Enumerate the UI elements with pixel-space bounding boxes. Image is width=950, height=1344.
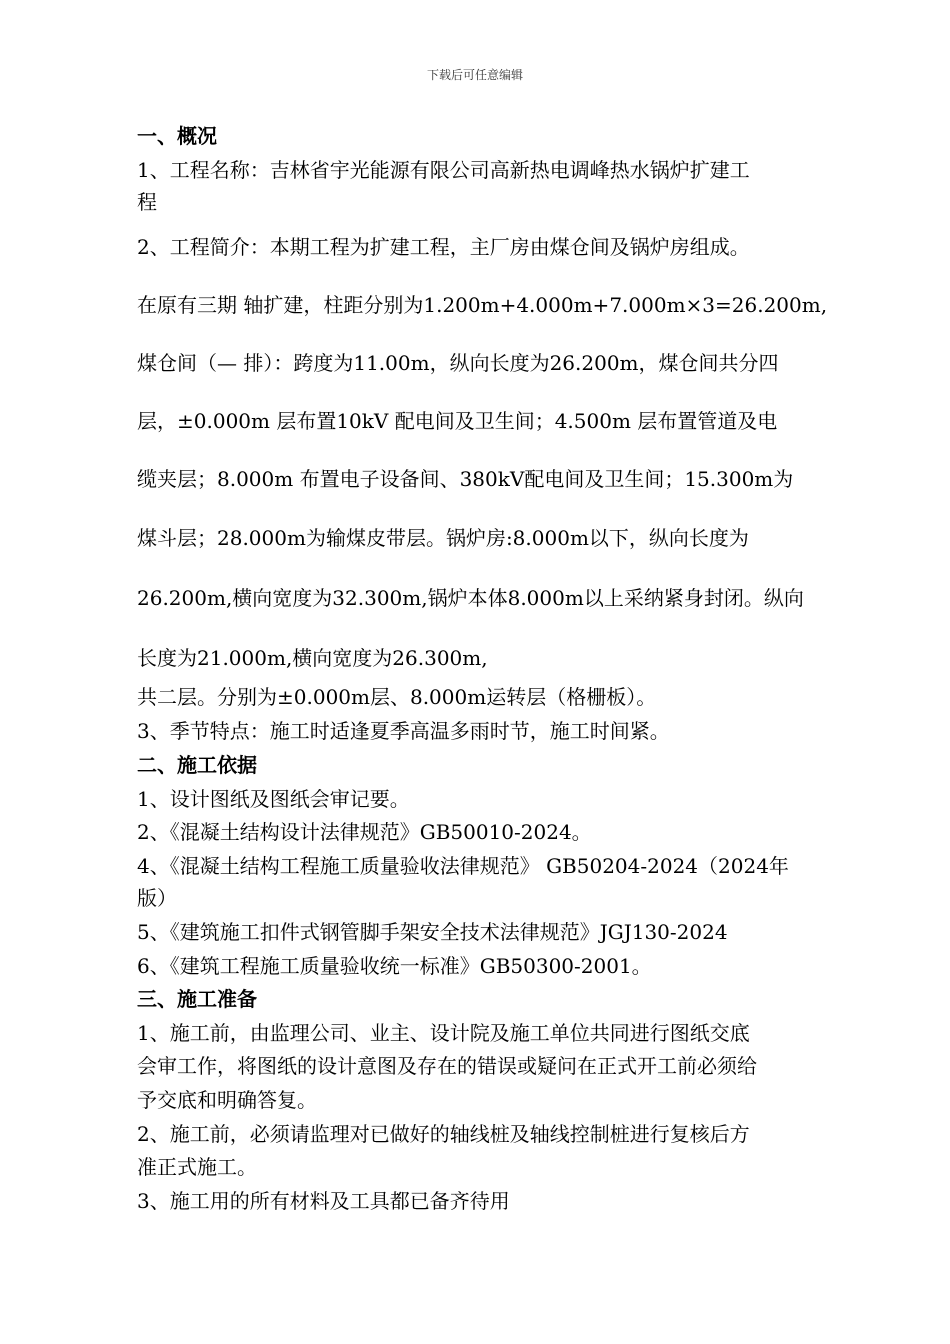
paragraph-line: 层，±0.000m 层布置10kV 配电间及卫生间；4.500m 层布置管道及电	[137, 409, 778, 433]
list-item: 6、《建筑工程施工质量验收统一标准》GB50300-2001。	[137, 954, 652, 978]
paragraph-line: 程	[137, 190, 157, 214]
paragraph-line: 在原有三期 轴扩建，柱距分别为1.200m+4.000m+7.000m×3=26.200m,	[137, 293, 828, 317]
paragraph-line: 缆夹层；8.000m 布置电子设备间、380kV配电间及卫生间；15.300m为	[137, 467, 794, 491]
section-heading-basis: 二、施工依据	[137, 753, 257, 777]
section-heading-overview: 一、概况	[137, 124, 217, 148]
section-heading-preparation: 三、施工准备	[137, 987, 257, 1011]
paragraph-line: 予交底和明确答复。	[137, 1088, 317, 1112]
paragraph-line: 会审工作，将图纸的设计意图及存在的错误或疑问在正式开工前必须给	[137, 1054, 757, 1078]
paragraph-line: 煤仓间（— 排）：跨度为11.00m，纵向长度为26.200m，煤仓间共分四	[137, 351, 779, 375]
list-item: 1、设计图纸及图纸会审记要。	[137, 787, 410, 811]
list-item: 5、《建筑施工扣件式钢管脚手架安全技术法律规范》JGJ130-2024	[137, 920, 728, 944]
paragraph-line: 3、施工用的所有材料及工具都已备齐待用	[137, 1189, 510, 1213]
paragraph-line: 3、季节特点：施工时适逢夏季高温多雨时节，施工时间紧。	[137, 719, 670, 743]
paragraph-line: 1、工程名称：吉林省宇光能源有限公司高新热电调峰热水锅炉扩建工	[137, 158, 750, 182]
list-item: 2、《混凝土结构设计法律规范》GB50010-2024。	[137, 820, 592, 844]
page-header: 下载后可任意编辑	[426, 68, 523, 82]
paragraph-line: 2、工程简介：本期工程为扩建工程，主厂房由煤仓间及锅炉房组成。	[137, 235, 750, 259]
paragraph-line: 2、施工前，必须请监理对已做好的轴线桩及轴线控制桩进行复核后方	[137, 1122, 750, 1146]
paragraph-line: 26.200m,横向宽度为32.300m,锅炉本体8.000m以上采纳紧身封闭。纵向	[137, 586, 804, 610]
list-item: 版）	[137, 886, 177, 910]
paragraph-line: 1、施工前，由监理公司、业主、设计院及施工单位共同进行图纸交底	[137, 1021, 750, 1045]
paragraph-line: 煤斗层；28.000m为输煤皮带层。锅炉房:8.000m以下，纵向长度为	[137, 526, 749, 550]
paragraph-line: 准正式施工。	[137, 1155, 257, 1179]
paragraph-line: 长度为21.000m,横向宽度为26.300m,	[137, 646, 488, 670]
paragraph-line: 共二层。分别为±0.000m层、8.000m运转层（格栅板）。	[137, 685, 657, 709]
list-item: 4、《混凝土结构工程施工质量验收法律规范》 GB50204-2024（2024年	[137, 854, 789, 878]
